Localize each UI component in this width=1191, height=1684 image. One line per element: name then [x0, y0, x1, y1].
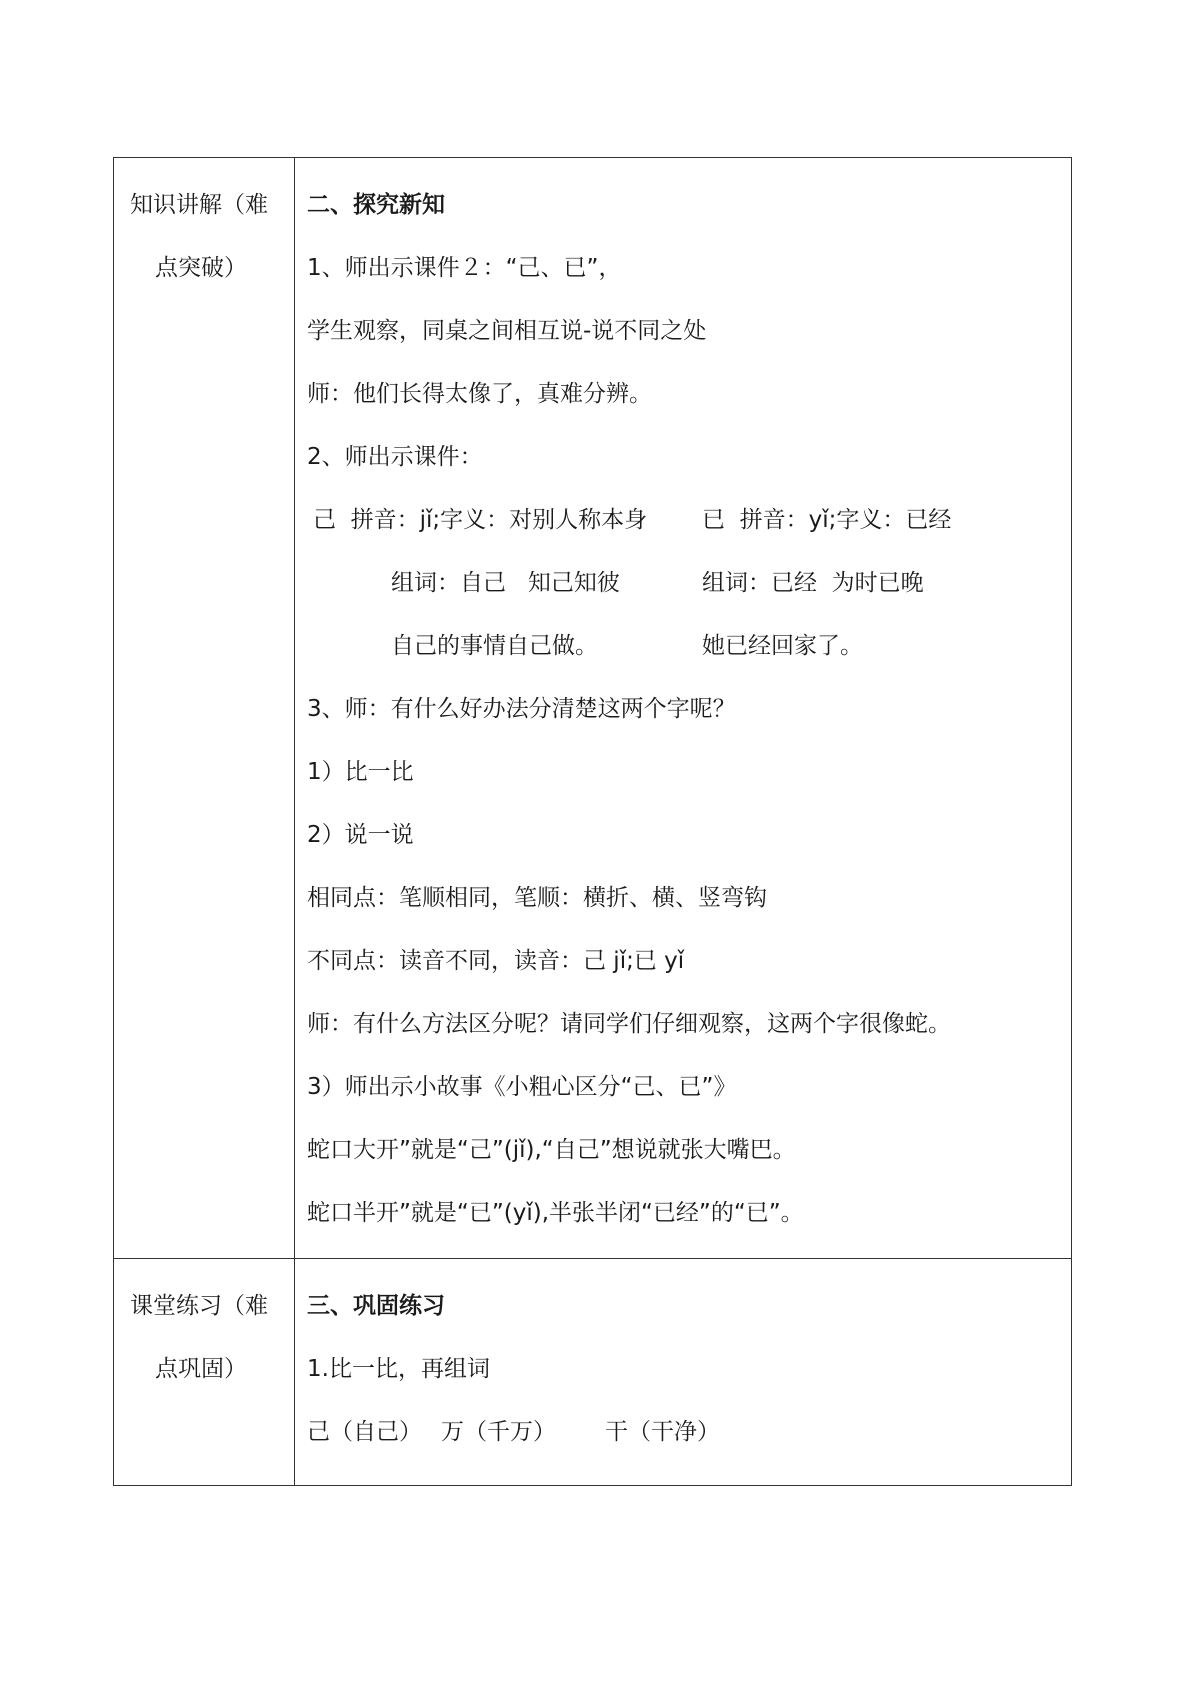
practice-label-cell — [114, 1259, 295, 1486]
text-line: 1、师出示课件２：“己、已”， — [307, 255, 622, 281]
text-line: 相同点：笔顺相同，笔顺：横折、横、竖弯钩 — [307, 885, 767, 911]
compare-left: 自己的事情自己做。 — [391, 633, 598, 659]
compare-row — [307, 489, 1061, 552]
compare-left: 己 拼音：jǐ;字义：对别人称本身 — [313, 507, 648, 533]
practice-label-line2: 点巩固） — [155, 1356, 247, 1382]
text-line: 3）师出示小故事《小粗心区分“己、已”》 — [307, 1074, 737, 1100]
text-line: 不同点：读音不同，读音：己 jǐ;已 yǐ — [307, 948, 685, 974]
practice-content-cell — [295, 1259, 1072, 1486]
word-item: 干（干净） — [605, 1419, 720, 1445]
knowledge-label-line2: 点突破） — [155, 255, 247, 281]
section-heading: 三、巩固练习 — [307, 1293, 445, 1319]
compare-right: 她已经回家了。 — [702, 633, 863, 659]
knowledge-content-cell — [295, 158, 1072, 1259]
text-line: 2）说一说 — [307, 822, 414, 848]
knowledge-label-line1: 知识讲解（难 — [130, 192, 268, 218]
knowledge-row — [114, 158, 1072, 1259]
compare-left: 组词：自己 知己知彼 — [391, 570, 620, 596]
text-line: 1）比一比 — [307, 759, 414, 785]
section-heading: 二、探究新知 — [307, 192, 445, 218]
word-item: 己（自己） — [307, 1419, 422, 1445]
text-line: 蛇口半开”就是“已”(yǐ),半张半闭“已经”的“已”。 — [307, 1200, 804, 1226]
practice-row — [114, 1259, 1072, 1486]
text-line: 2、师出示课件： — [307, 444, 483, 470]
word-row — [307, 1401, 1061, 1464]
compare-row — [307, 615, 1061, 678]
text-line: 学生观察，同桌之间相互说-说不同之处 — [307, 318, 707, 344]
compare-right: 组词：已经 为时已晚 — [702, 570, 924, 596]
text-line: 师：他们长得太像了，真难分辨。 — [307, 381, 652, 407]
practice-label-line1: 课堂练习（难 — [130, 1293, 268, 1319]
text-line: 1.比一比，再组词 — [307, 1356, 490, 1382]
text-line: 蛇口大开”就是“己”(jǐ),“自己”想说就张大嘴巴。 — [307, 1137, 796, 1163]
word-item: 万（千万） — [441, 1419, 556, 1445]
compare-row — [307, 552, 1061, 615]
lesson-plan-table — [113, 157, 1072, 1486]
text-line: 师：有什么方法区分呢？请同学们仔细观察，这两个字很像蛇。 — [307, 1011, 951, 1037]
knowledge-label-cell — [114, 158, 295, 1259]
text-line: 3、师：有什么好办法分清楚这两个字呢？ — [307, 696, 736, 722]
compare-right: 已 拼音：yǐ;字义：已经 — [702, 507, 952, 533]
